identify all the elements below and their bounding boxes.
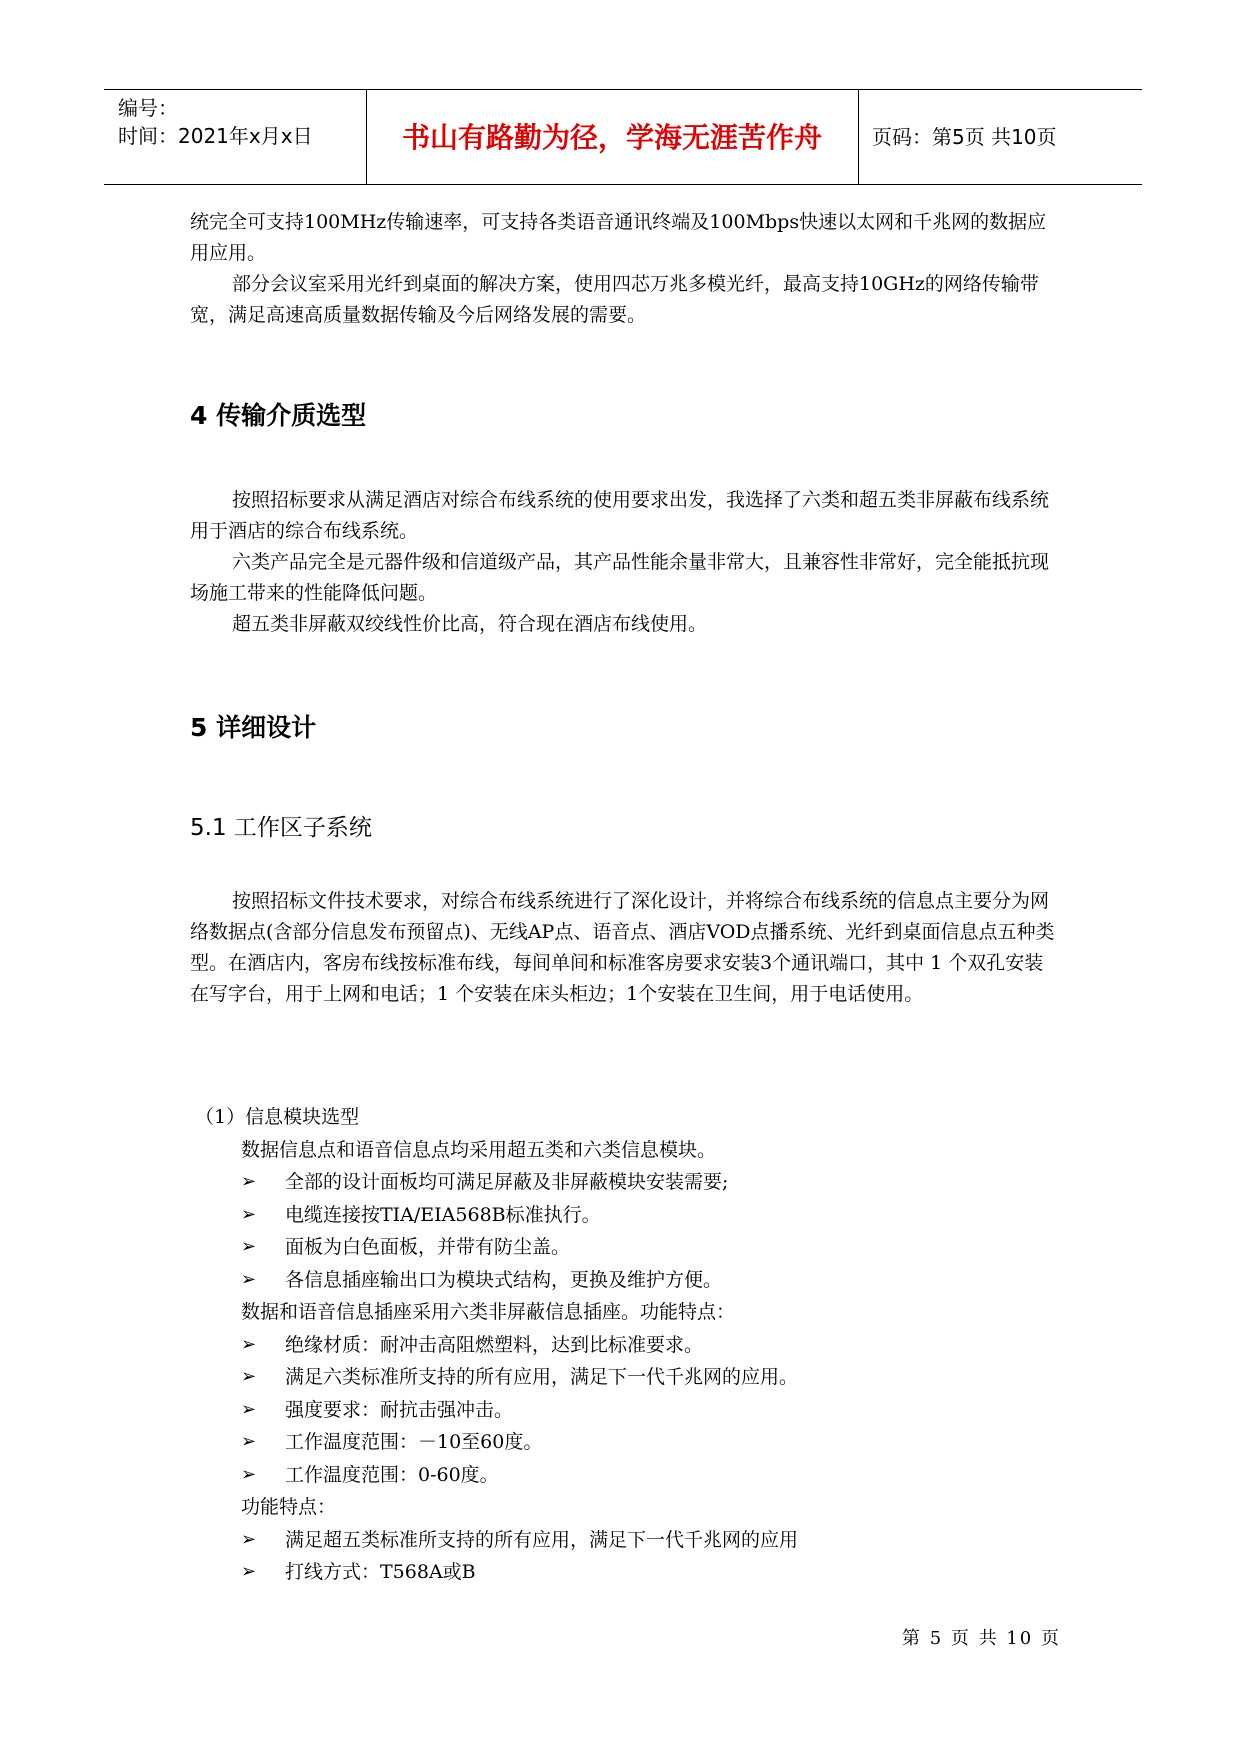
section-paragraph: 按照招标文件技术要求，对综合布线系统进行了深化设计，并将综合布线系统的信息点主要分为网络数据点(含部分信息发布预留点)、无线AP点、语音点、酒店VOD点播系统、光纤到桌面信息点五种类型。在酒店内，客房布线按标准布线，每间单间和标准客房要求安装3个通讯端口，其中 1 个双孔安装在写字台，用于上网和电话；1 个安装在床头柜边；1个安装在卫生间，用于电话使用。 bbox=[190, 890, 1055, 1005]
list-item: ➢ 工作温度范围：0-60度。 bbox=[195, 1459, 1055, 1492]
arrow-bullet-icon: ➢ bbox=[241, 1398, 257, 1420]
list-title: （1）信息模块选型 bbox=[195, 1106, 360, 1128]
list-item: ➢ 工作温度范围：－10至60度。 bbox=[195, 1426, 1055, 1459]
arrow-bullet-icon: ➢ bbox=[241, 1366, 257, 1387]
arrow-bullet-icon: ➢ bbox=[241, 1463, 257, 1485]
header-motto: 书山有路勤为径，学海无涯苦作舟 bbox=[401, 121, 822, 154]
section-paragraph: 超五类非屏蔽双绞线性价比高，符合现在酒店布线使用。 bbox=[232, 613, 708, 635]
header-divider bbox=[858, 90, 859, 184]
list-item: ➢ 强度要求：耐抗击强冲击。 bbox=[195, 1394, 1055, 1427]
arrow-bullet-icon: ➢ bbox=[241, 1236, 257, 1257]
arrow-bullet-icon: ➢ bbox=[241, 1431, 257, 1452]
list-line: 数据信息点和语音信息点均采用超五类和六类信息模块。 bbox=[241, 1138, 717, 1161]
section-5-1-text bbox=[190, 886, 1060, 1010]
date-label: 时间：2021年x月x日 bbox=[118, 124, 313, 148]
arrow-bullet-icon: ➢ bbox=[241, 1561, 257, 1582]
section-paragraph: 按照招标要求从满足酒店对综合布线系统的使用要求出发，我选择了六类和超五类非屏蔽布线系统用于酒店的综合布线系统。 bbox=[190, 489, 1050, 542]
arrow-bullet-icon: ➢ bbox=[241, 1528, 257, 1550]
section-paragraph: 六类产品完全是元器件级和信道级产品，其产品性能余量非常大，且兼容性非常好，完全能抵抗现场施工带来的性能降低问题。 bbox=[190, 551, 1050, 604]
intro-paragraph: 部分会议室采用光纤到桌面的解决方案，使用四芯万兆多模光纤，最高支持10GHz的网络传输带宽，满足高速高质量数据传输及今后网络发展的需要。 bbox=[190, 273, 1039, 326]
list-item: ➢ 满足超五类标准所支持的所有应用，满足下一代千兆网的应用 bbox=[195, 1524, 1055, 1557]
intro-paragraph: 统完全可支持100MHz传输速率，可支持各类语音通讯终端及100Mbps快速以太网和千兆网的数据应用应用。 bbox=[190, 211, 1047, 264]
header-meta bbox=[118, 94, 313, 150]
number-label: 编号： bbox=[118, 96, 178, 120]
arrow-bullet-icon: ➢ bbox=[241, 1268, 257, 1290]
module-selection-list bbox=[195, 1101, 1055, 1589]
section-5-heading: 5 详细设计 bbox=[190, 713, 317, 742]
list-item: ➢ 电缆连接按TIA/EIA568B标准执行。 bbox=[195, 1199, 1055, 1232]
intro-text bbox=[190, 207, 1060, 331]
list-item: ➢ 面板为白色面板，并带有防尘盖。 bbox=[195, 1231, 1055, 1264]
arrow-bullet-icon: ➢ bbox=[241, 1171, 257, 1192]
section-4-heading: 4 传输介质选型 bbox=[190, 401, 367, 430]
list-line: 数据和语音信息插座采用六类非屏蔽信息插座。功能特点： bbox=[241, 1301, 736, 1323]
section-5-1-heading: 5.1 工作区子系统 bbox=[190, 815, 372, 841]
list-item: ➢ 满足六类标准所支持的所有应用，满足下一代千兆网的应用。 bbox=[195, 1361, 1055, 1394]
section-4-text bbox=[190, 485, 1060, 640]
page-header bbox=[104, 89, 1142, 185]
list-line: 功能特点： bbox=[241, 1496, 337, 1518]
list-item: ➢ 打线方式：T568A或B bbox=[195, 1556, 1055, 1589]
list-item: ➢ 全部的设计面板均可满足屏蔽及非屏蔽模块安装需要; bbox=[195, 1166, 1055, 1199]
arrow-bullet-icon: ➢ bbox=[241, 1203, 257, 1225]
list-item: ➢ 绝缘材质：耐冲击高阻燃塑料，达到比标准要求。 bbox=[195, 1329, 1055, 1362]
arrow-bullet-icon: ➢ bbox=[241, 1333, 257, 1355]
list-item: ➢ 各信息插座输出口为模块式结构，更换及维护方便。 bbox=[195, 1264, 1055, 1297]
header-page-label: 页码：第5页 共10页 bbox=[872, 125, 1057, 149]
page-footer: 第 5 页 共 10 页 bbox=[902, 1628, 1061, 1649]
